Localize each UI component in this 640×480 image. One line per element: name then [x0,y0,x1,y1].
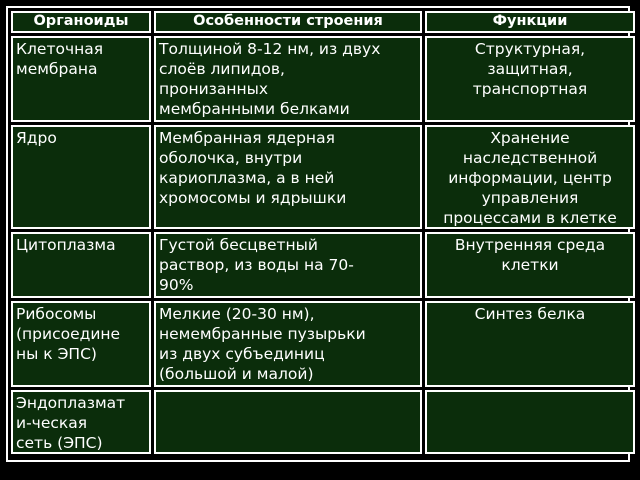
row-3-function: Внутренняя среда клетки [425,232,635,298]
row-3-structure: Густой бесцветный раствор, из воды на 70- 90% [154,232,422,298]
organoids-table [6,6,630,462]
row-4-structure: Мелкие (20-30 нм), немембранные пузырьки из двух субъединиц (большой и малой) [154,301,422,387]
row-3-organoid: Цитоплазма [11,232,151,298]
row-1-organoid: Клеточная мембрана [11,36,151,122]
header-organoids: Органоиды [11,11,151,33]
row-4-organoid: Рибосомы (присоедине ны к ЭПС) [11,301,151,387]
row-5-organoid: Эндоплазмат и-ческая сеть (ЭПС) [11,390,151,454]
row-1-structure: Толщиной 8-12 нм, из двух слоёв липидов, пронизанных мембранными белками [154,36,422,122]
row-5-structure [154,390,422,454]
row-4-function: Синтез белка [425,301,635,387]
header-functions: Функции [425,11,635,33]
row-5-function [425,390,635,454]
row-2-organoid: Ядро [11,125,151,229]
row-2-function: Хранение наследственной информации, центр управления процессами в клетке [425,125,635,229]
row-2-structure: Мембранная ядерная оболочка, внутри кариоплазма, а в ней хромосомы и ядрышки [154,125,422,229]
row-1-function: Структурная, защитная, транспортная [425,36,635,122]
header-structure: Особенности строения [154,11,422,33]
